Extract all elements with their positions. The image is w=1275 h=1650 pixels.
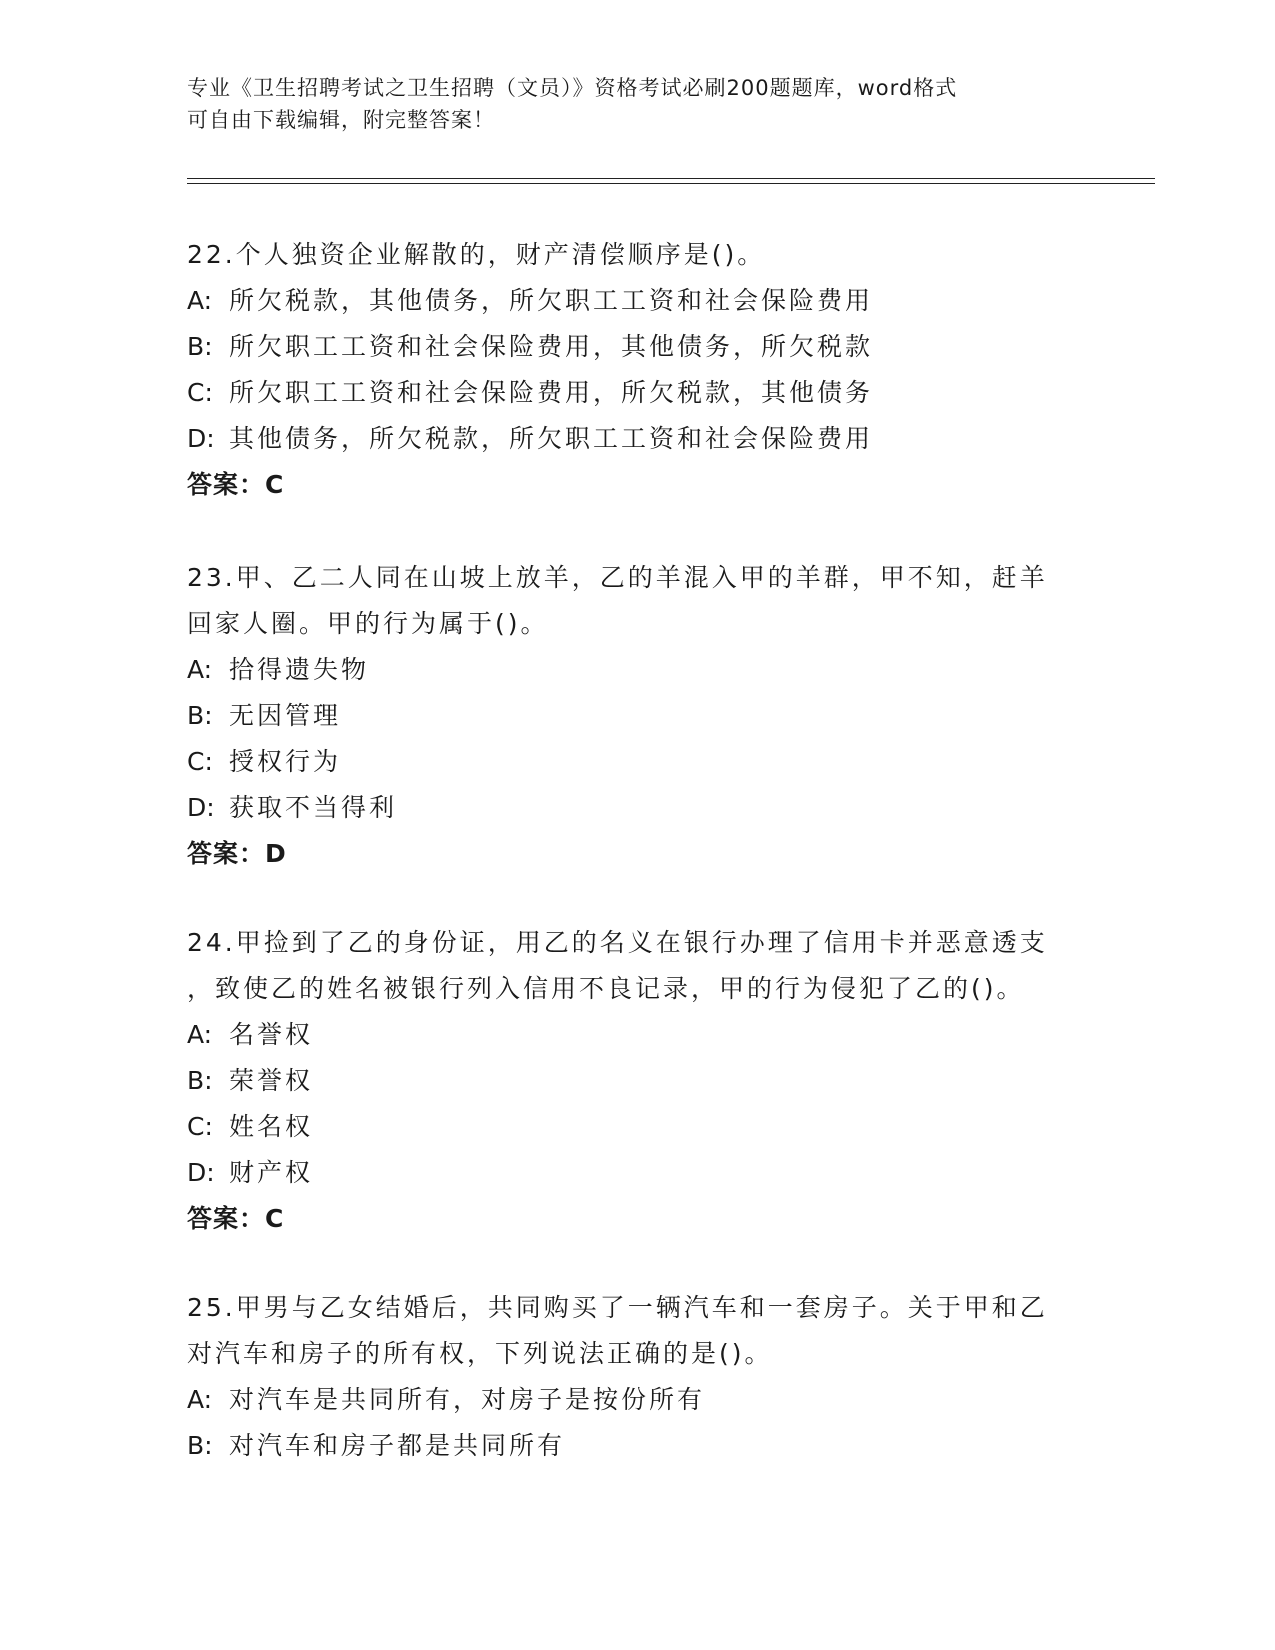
header-line-1: 专业《卫生招聘考试之卫生招聘（文员）》资格考试必刷200题题库，word格式 <box>187 76 958 100</box>
option-a <box>187 278 1087 324</box>
option-text: 所欠职工工资和社会保险费用，所欠税款，其他债务 <box>229 378 874 407</box>
answer: 答案：C <box>187 470 285 499</box>
option-text: 姓名权 <box>229 1112 314 1141</box>
option-key: C: <box>187 378 213 407</box>
question-text-line-1: 25.甲男与乙女结婚后，共同购买了一辆汽车和一套房子。关于甲和乙 <box>187 1293 1048 1322</box>
option-d <box>187 416 1087 462</box>
option-a <box>187 1012 1087 1058</box>
question-text-line-2: ，致使乙的姓名被银行列入信用不良记录，甲的行为侵犯了乙的()。 <box>187 974 1025 1003</box>
option-b <box>187 1423 1087 1469</box>
option-c <box>187 1104 1087 1150</box>
question-text-line-2: 回家人圈。甲的行为属于()。 <box>187 609 549 638</box>
option-a <box>187 647 1087 693</box>
question-25 <box>187 1285 1087 1469</box>
option-a <box>187 1377 1087 1423</box>
header-line-2: 可自由下载编辑，附完整答案！ <box>187 108 495 132</box>
question-text-line-2: 对汽车和房子的所有权，下列说法正确的是()。 <box>187 1339 773 1368</box>
option-text: 荣誉权 <box>229 1066 314 1095</box>
option-text: 其他债务，所欠税款，所欠职工工资和社会保险费用 <box>229 424 874 453</box>
question-text-line-1: 23.甲、乙二人同在山坡上放羊，乙的羊混入甲的羊群，甲不知，赶羊 <box>187 563 1048 592</box>
answer: 答案：D <box>187 839 287 868</box>
option-key: A: <box>187 286 213 315</box>
option-c <box>187 739 1087 785</box>
option-key: B: <box>187 1066 213 1095</box>
option-key: B: <box>187 1431 213 1460</box>
option-text: 授权行为 <box>229 747 342 776</box>
document-header <box>187 72 1067 136</box>
answer: 答案：C <box>187 1204 285 1233</box>
option-key: A: <box>187 1385 213 1414</box>
option-text: 名誉权 <box>229 1020 314 1049</box>
option-key: C: <box>187 747 213 776</box>
option-c <box>187 370 1087 416</box>
header-divider-bottom <box>187 183 1155 184</box>
option-text: 对汽车是共同所有，对房子是按份所有 <box>229 1385 706 1414</box>
option-key: D: <box>187 793 215 822</box>
option-key: A: <box>187 1020 213 1049</box>
question-22 <box>187 232 1087 508</box>
option-key: B: <box>187 332 213 361</box>
option-b <box>187 324 1087 370</box>
option-key: B: <box>187 701 213 730</box>
option-text: 获取不当得利 <box>229 793 398 822</box>
question-24 <box>187 920 1087 1242</box>
option-b <box>187 1058 1087 1104</box>
option-b <box>187 693 1087 739</box>
option-text: 拾得遗失物 <box>229 655 370 684</box>
option-key: D: <box>187 424 215 453</box>
option-text: 对汽车和房子都是共同所有 <box>229 1431 566 1460</box>
question-text: 22.个人独资企业解散的，财产清偿顺序是()。 <box>187 240 766 269</box>
option-text: 财产权 <box>229 1158 314 1187</box>
option-text: 所欠税款，其他债务，所欠职工工资和社会保险费用 <box>229 286 874 315</box>
option-key: C: <box>187 1112 213 1141</box>
question-23 <box>187 555 1087 877</box>
option-d <box>187 1150 1087 1196</box>
option-d <box>187 785 1087 831</box>
header-divider-top <box>187 178 1155 179</box>
option-key: A: <box>187 655 213 684</box>
question-text-line-1: 24.甲捡到了乙的身份证，用乙的名义在银行办理了信用卡并恶意透支 <box>187 928 1048 957</box>
option-text: 所欠职工工资和社会保险费用，其他债务，所欠税款 <box>229 332 874 361</box>
option-key: D: <box>187 1158 215 1187</box>
option-text: 无因管理 <box>229 701 342 730</box>
